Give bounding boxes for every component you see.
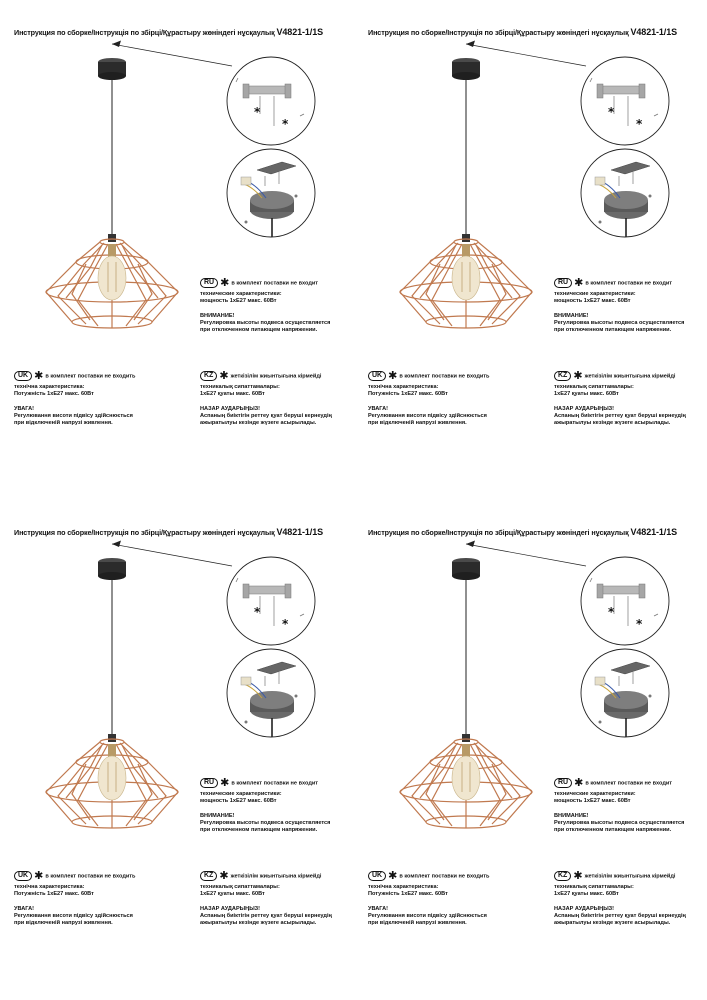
pointer-line <box>112 544 232 566</box>
kz-warning-line1: Аспаның биіктігін реттеу қуат беруші кернеудің <box>554 913 686 919</box>
not-included-star-icon: ✱ <box>573 370 583 382</box>
not-included-star-icon: ✱ <box>573 870 583 882</box>
ru-section <box>200 278 330 334</box>
bulb <box>452 744 480 800</box>
ru-language-badge: RU <box>554 778 572 788</box>
detail-circle-canopy <box>227 649 315 737</box>
instruction-sheet-top-right <box>354 0 707 500</box>
detail-circle-bracket <box>227 557 315 645</box>
ru-warning-line1: Регулировка высоты подвеса осуществляется <box>554 320 685 326</box>
kz-section <box>200 371 332 427</box>
title-text: Инструкция по сборке/Інструкція по збірці/Құрастыру жөніндегі нұсқаулық <box>368 28 629 37</box>
kz-warning-title: НАЗАР АУДАРЫҢЫЗ! <box>200 406 261 412</box>
ru-warning-line2: при отключенном питающем напряжении. <box>554 827 672 833</box>
ru-specs-value: мощность 1хЕ27 макс. 60Вт <box>200 798 277 804</box>
uk-specs-value: Потужність 1хЕ27 макс. 60Вт <box>368 891 448 897</box>
ceiling-canopy <box>98 58 126 80</box>
not-included-star-icon: ✱ <box>220 777 230 789</box>
ru-language-badge: RU <box>200 278 218 288</box>
model-number: V4821-1/1S <box>630 527 678 537</box>
uk-not-included: в комплект поставки не входить <box>45 373 136 380</box>
kz-not-included: жеткізілім жиынтығына кірмейді <box>584 373 676 380</box>
uk-specs-value: Потужність 1хЕ27 макс. 60Вт <box>368 391 448 397</box>
uk-language-badge: UK <box>368 871 386 881</box>
pointer-arrowhead <box>466 41 475 48</box>
detail-circle-canopy <box>581 149 669 237</box>
ru-specs-title: технические характеристики: <box>200 791 282 797</box>
kz-warning-line2: ажыратылуы кезінде жүзеге асырылады. <box>554 920 671 926</box>
kz-section <box>200 871 332 927</box>
not-included-star-icon: ✱ <box>574 777 584 789</box>
kz-not-included: жеткізілім жиынтығына кірмейді <box>230 373 322 380</box>
title-text: Инструкция по сборке/Інструкція по збірці/Құрастыру жөніндегі нұсқаулық <box>14 28 275 37</box>
pointer-arrowhead <box>112 41 121 48</box>
ru-section <box>554 278 684 334</box>
uk-specs-title: технічна характеристика: <box>14 384 85 390</box>
kz-language-badge: KZ <box>554 371 571 381</box>
uk-not-included: в комплект поставки не входить <box>45 873 136 880</box>
kz-language-badge: KZ <box>200 371 217 381</box>
uk-language-badge: UK <box>368 371 386 381</box>
uk-section <box>14 871 136 927</box>
svg-text:*: * <box>282 617 289 631</box>
lamp-holder <box>462 234 470 242</box>
uk-warning-line2: при відключеній напрузі живлення. <box>14 420 113 426</box>
uk-specs-title: технічна характеристика: <box>368 384 439 390</box>
svg-text:*: * <box>636 117 643 131</box>
uk-section <box>368 871 490 927</box>
bulb <box>98 244 126 300</box>
kz-language-badge: KZ <box>200 871 217 881</box>
kz-specs-title: техникалық сипаттамалары: <box>200 384 280 390</box>
ru-warning-line1: Регулировка высоты подвеса осуществляется <box>554 820 685 826</box>
ru-warning-title: ВНИМАНИЕ! <box>554 313 589 319</box>
uk-specs-title: технічна характеристика: <box>368 884 439 890</box>
kz-section <box>554 371 686 427</box>
uk-warning-line1: Регулювання висоти підвісу здійснюється <box>14 913 133 919</box>
kz-warning-line2: ажыратылуы кезінде жүзеге асырылады. <box>200 420 317 426</box>
kz-language-badge: KZ <box>554 871 571 881</box>
svg-text:*: * <box>254 105 261 119</box>
instruction-sheet-top-left <box>0 0 353 500</box>
svg-text:*: * <box>282 117 289 131</box>
uk-not-included: в комплект поставки не входить <box>399 873 490 880</box>
uk-warning-line1: Регулювання висоти підвісу здійснюється <box>368 413 487 419</box>
uk-warning-line2: при відключеній напрузі живлення. <box>14 920 113 926</box>
ceiling-canopy <box>452 58 480 80</box>
uk-specs-title: технічна характеристика: <box>14 884 85 890</box>
ru-not-included: в комплект поставки не входит <box>585 780 673 787</box>
lamp-holder <box>108 234 116 242</box>
uk-warning-title: УВАГА! <box>14 406 35 412</box>
ru-section <box>200 778 330 834</box>
model-number: V4821-1/1S <box>630 27 678 37</box>
uk-warning-line1: Регулювання висоти підвісу здійснюється <box>14 413 133 419</box>
ru-specs-value: мощность 1хЕ27 макс. 60Вт <box>554 298 631 304</box>
ceiling-canopy <box>452 558 480 580</box>
kz-specs-value: 1хЕ27 қуаты макс. 60Вт <box>554 391 619 397</box>
model-number: V4821-1/1S <box>276 527 324 537</box>
pointer-arrowhead <box>112 541 121 548</box>
kz-warning-title: НАЗАР АУДАРЫҢЫЗ! <box>200 906 261 912</box>
uk-section <box>368 371 490 427</box>
kz-specs-value: 1хЕ27 қуаты макс. 60Вт <box>200 891 265 897</box>
kz-specs-value: 1хЕ27 қуаты макс. 60Вт <box>200 391 265 397</box>
not-included-star-icon: ✱ <box>388 870 398 882</box>
not-included-star-icon: ✱ <box>574 277 584 289</box>
svg-text:*: * <box>636 617 643 631</box>
ru-not-included: в комплект поставки не входит <box>231 280 319 287</box>
pointer-line <box>466 544 586 566</box>
ru-not-included: в комплект поставки не входит <box>585 280 673 287</box>
ru-language-badge: RU <box>200 778 218 788</box>
not-included-star-icon: ✱ <box>219 870 229 882</box>
detail-circle-bracket <box>581 557 669 645</box>
ru-warning-line2: при отключенном питающем напряжении. <box>200 827 318 833</box>
detail-circle-canopy <box>227 149 315 237</box>
ru-language-badge: RU <box>554 278 572 288</box>
ru-specs-value: мощность 1хЕ27 макс. 60Вт <box>554 798 631 804</box>
uk-section <box>14 371 136 427</box>
kz-specs-title: техникалық сипаттамалары: <box>200 884 280 890</box>
title-text: Инструкция по сборке/Інструкція по збірці/Құрастыру жөніндегі нұсқаулық <box>14 528 275 537</box>
uk-language-badge: UK <box>14 371 32 381</box>
not-included-star-icon: ✱ <box>34 870 44 882</box>
svg-text:*: * <box>254 605 261 619</box>
not-included-star-icon: ✱ <box>34 370 44 382</box>
kz-specs-value: 1хЕ27 қуаты макс. 60Вт <box>554 891 619 897</box>
uk-warning-title: УВАГА! <box>368 906 389 912</box>
ru-warning-title: ВНИМАНИЕ! <box>200 313 235 319</box>
ru-specs-value: мощность 1хЕ27 макс. 60Вт <box>200 298 277 304</box>
kz-specs-title: техникалық сипаттамалары: <box>554 384 634 390</box>
uk-language-badge: UK <box>14 871 32 881</box>
pointer-line <box>112 44 232 66</box>
kz-specs-title: техникалық сипаттамалары: <box>554 884 634 890</box>
ru-warning-title: ВНИМАНИЕ! <box>200 813 235 819</box>
pointer-line <box>466 44 586 66</box>
ru-warning-line2: при отключенном питающем напряжении. <box>554 327 672 333</box>
uk-warning-line1: Регулювання висоти підвісу здійснюється <box>368 913 487 919</box>
ru-warning-line2: при отключенном питающем напряжении. <box>200 327 318 333</box>
svg-text:*: * <box>608 605 615 619</box>
ru-section <box>554 778 684 834</box>
title-text: Инструкция по сборке/Інструкція по збірці/Құрастыру жөніндегі нұсқаулық <box>368 528 629 537</box>
kz-section <box>554 871 686 927</box>
kz-warning-line1: Аспаның биіктігін реттеу қуат беруші кернеудің <box>200 413 332 419</box>
kz-not-included: жеткізілім жиынтығына кірмейді <box>584 873 676 880</box>
ru-specs-title: технические характеристики: <box>554 291 636 297</box>
ru-not-included: в комплект поставки не входит <box>231 780 319 787</box>
ru-warning-line1: Регулировка высоты подвеса осуществляется <box>200 820 331 826</box>
ru-warning-title: ВНИМАНИЕ! <box>554 813 589 819</box>
uk-not-included: в комплект поставки не входить <box>399 373 490 380</box>
kz-not-included: жеткізілім жиынтығына кірмейді <box>230 873 322 880</box>
lamp-holder <box>108 734 116 742</box>
kz-warning-title: НАЗАР АУДАРЫҢЫЗ! <box>554 406 615 412</box>
bulb <box>98 744 126 800</box>
pointer-arrowhead <box>466 541 475 548</box>
not-included-star-icon: ✱ <box>219 370 229 382</box>
uk-warning-title: УВАГА! <box>14 906 35 912</box>
not-included-star-icon: ✱ <box>220 277 230 289</box>
detail-circle-bracket <box>581 57 669 145</box>
kz-warning-title: НАЗАР АУДАРЫҢЫЗ! <box>554 906 615 912</box>
detail-circle-canopy <box>581 649 669 737</box>
instruction-sheet-bottom-right <box>354 500 707 1000</box>
uk-warning-title: УВАГА! <box>368 406 389 412</box>
uk-specs-value: Потужність 1хЕ27 макс. 60Вт <box>14 891 94 897</box>
bulb <box>452 244 480 300</box>
instruction-sheet-bottom-left <box>0 500 353 1000</box>
model-number: V4821-1/1S <box>276 27 324 37</box>
lamp-holder <box>462 734 470 742</box>
kz-warning-line2: ажыратылуы кезінде жүзеге асырылады. <box>554 420 671 426</box>
ru-warning-line1: Регулировка высоты подвеса осуществляется <box>200 320 331 326</box>
ceiling-canopy <box>98 558 126 580</box>
uk-warning-line2: при відключеній напрузі живлення. <box>368 920 467 926</box>
kz-warning-line2: ажыратылуы кезінде жүзеге асырылады. <box>200 920 317 926</box>
ru-specs-title: технические характеристики: <box>554 791 636 797</box>
not-included-star-icon: ✱ <box>388 370 398 382</box>
kz-warning-line1: Аспаның биіктігін реттеу қуат беруші кернеудің <box>200 913 332 919</box>
uk-specs-value: Потужність 1хЕ27 макс. 60Вт <box>14 391 94 397</box>
svg-text:*: * <box>608 105 615 119</box>
ru-specs-title: технические характеристики: <box>200 291 282 297</box>
detail-circle-bracket <box>227 57 315 145</box>
uk-warning-line2: при відключеній напрузі живлення. <box>368 420 467 426</box>
kz-warning-line1: Аспаның биіктігін реттеу қуат беруші кернеудің <box>554 413 686 419</box>
